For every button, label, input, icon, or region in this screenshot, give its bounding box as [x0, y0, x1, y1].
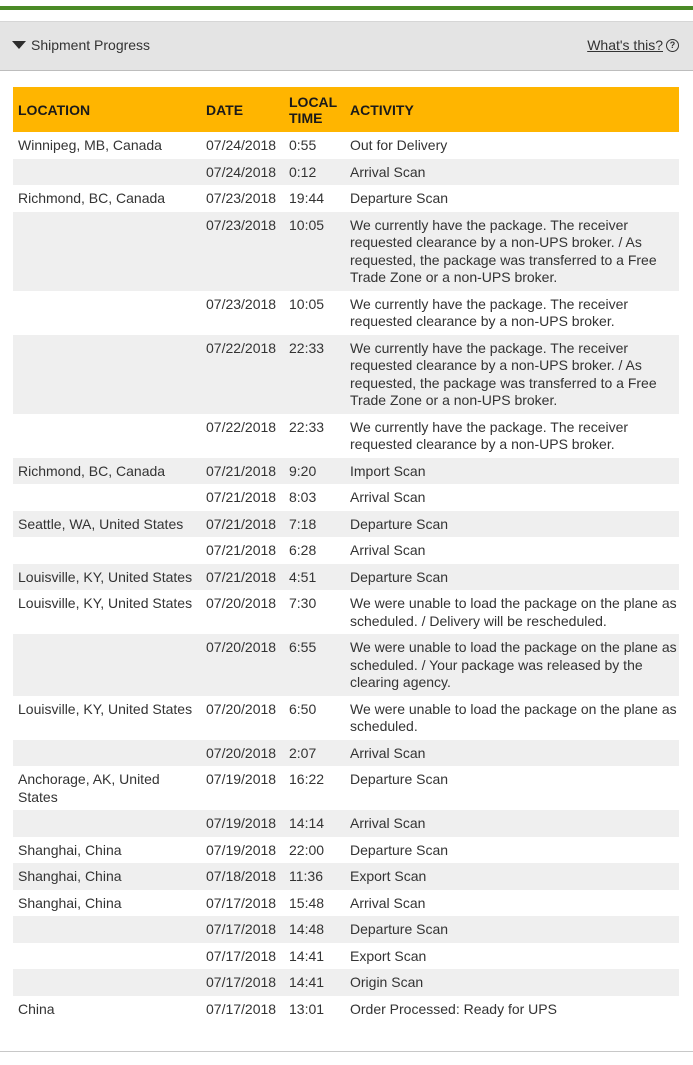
cell-location [13, 159, 201, 186]
cell-time: 15:48 [289, 894, 325, 911]
table-row [13, 766, 679, 810]
cell-location [13, 916, 201, 943]
cell-date: 07/17/2018 [206, 894, 277, 911]
table-row [13, 564, 679, 591]
bottom-divider [0, 1051, 693, 1052]
table-row [13, 185, 679, 212]
cell-time: 6:55 [284, 634, 345, 696]
cell-date: 07/22/2018 [206, 418, 277, 435]
cell-date: 07/23/2018 [206, 295, 277, 312]
cell-time: 6:28 [289, 542, 317, 558]
cell-location [13, 810, 201, 837]
local-time-line1: LOCAL [289, 93, 338, 110]
cell-date: 07/17/2018 [206, 947, 277, 964]
cell-date: 07/19/2018 [206, 771, 277, 787]
cell-date: 07/20/2018 [206, 700, 277, 717]
column-header-location: LOCATION [13, 87, 201, 132]
cell-activity: We currently have the package. The receiver requested clearance by a non-UPS broker. [350, 295, 629, 329]
table-row [13, 837, 679, 864]
cell-activity: We currently have the package. The receiver requested clearance by a non-UPS broker. [350, 418, 629, 452]
cell-time: 2:07 [284, 740, 345, 767]
cell-location [13, 740, 201, 767]
column-header-date: DATE [201, 87, 284, 132]
cell-activity: Departure Scan [350, 771, 449, 787]
shipment-progress-toggle[interactable] [12, 37, 150, 53]
top-accent-bar [0, 6, 693, 10]
cell-date: 07/21/2018 [201, 511, 284, 538]
cell-time: 14:41 [289, 947, 325, 964]
cell-date: 07/21/2018 [201, 564, 284, 591]
cell-time: 11:36 [284, 863, 345, 890]
cell-location [13, 634, 201, 696]
table-row [13, 335, 679, 414]
cell-location: Winnipeg, MB, Canada [18, 137, 162, 153]
cell-time: 7:30 [289, 595, 317, 611]
cell-time: 22:33 [289, 418, 325, 435]
cell-activity: Arrival Scan [345, 810, 679, 837]
cell-activity: Out for Delivery [350, 137, 448, 153]
cell-location: Shanghai, China [18, 894, 122, 911]
cell-date: 07/17/2018 [201, 969, 284, 996]
cell-time: 19:44 [289, 190, 325, 206]
table-row [13, 916, 679, 943]
cell-date: 07/21/2018 [201, 458, 284, 485]
cell-time: 14:48 [284, 916, 345, 943]
cell-time: 9:20 [284, 458, 345, 485]
cell-activity: Departure Scan [350, 841, 449, 858]
cell-time: 7:18 [284, 511, 345, 538]
cell-activity: Arrival Scan [345, 159, 679, 186]
cell-activity: Export Scan [350, 947, 427, 964]
cell-activity: Origin Scan [345, 969, 679, 996]
cell-location: Shanghai, China [18, 841, 122, 858]
column-header-activity: ACTIVITY [345, 87, 679, 132]
cell-time: 8:03 [289, 489, 317, 505]
cell-location: Shanghai, China [13, 863, 201, 890]
cell-date: 07/22/2018 [201, 335, 284, 414]
cell-location [13, 484, 201, 511]
table-row [13, 511, 679, 538]
cell-time: 10:05 [284, 212, 345, 291]
table-row [13, 590, 679, 634]
cell-time: 6:50 [289, 700, 317, 717]
whats-this-link[interactable]: What's this? [587, 37, 663, 53]
table-row [13, 969, 679, 996]
cell-location: Anchorage, AK, United States [18, 771, 160, 805]
cell-time: 14:41 [284, 969, 345, 996]
table-row [13, 943, 679, 970]
cell-date: 07/19/2018 [201, 810, 284, 837]
cell-activity: We currently have the package. The receiver requested clearance by a non-UPS broker. / As requested, the package was transferred to a Free Trade Zone or a non-UPS broker. [345, 335, 679, 414]
cell-location: Richmond, BC, Canada [18, 190, 166, 206]
table-row [13, 810, 679, 837]
cell-location: Seattle, WA, United States [13, 511, 201, 538]
shipment-progress-label: Shipment Progress [31, 37, 151, 53]
cell-time: 0:12 [284, 159, 345, 186]
cell-activity: Export Scan [345, 863, 679, 890]
cell-time: 22:00 [289, 841, 325, 858]
cell-time: 16:22 [289, 771, 325, 787]
cell-time: 13:01 [289, 1000, 325, 1017]
table-row [13, 863, 679, 890]
cell-activity: Arrival Scan [350, 542, 426, 558]
table-row [13, 484, 679, 511]
cell-location [13, 537, 201, 564]
table-row [13, 890, 679, 917]
table-row [13, 696, 679, 740]
caret-down-icon [12, 41, 26, 49]
cell-date: 07/17/2018 [206, 1000, 277, 1017]
cell-activity: Arrival Scan [350, 489, 426, 505]
cell-date: 07/17/2018 [201, 916, 284, 943]
cell-activity: Order Processed: Ready for UPS [350, 1000, 557, 1017]
cell-activity: Import Scan [345, 458, 679, 485]
cell-date: 07/20/2018 [206, 595, 277, 611]
cell-time: 14:14 [284, 810, 345, 837]
cell-date: 07/24/2018 [206, 137, 277, 153]
cell-time: 4:51 [284, 564, 345, 591]
cell-date: 07/19/2018 [206, 841, 277, 858]
cell-location [13, 943, 201, 970]
question-circle-icon[interactable]: ? [666, 39, 679, 52]
cell-location [13, 291, 201, 335]
cell-activity: We were unable to load the package on the plane as scheduled. [350, 700, 677, 734]
cell-location: Richmond, BC, Canada [13, 458, 201, 485]
cell-activity: Departure Scan [350, 190, 449, 206]
cell-location [13, 969, 201, 996]
cell-activity: Arrival Scan [345, 740, 679, 767]
table-row [13, 537, 679, 564]
cell-activity: We were unable to load the package on the plane as scheduled. / Your package was released by the clearing agency. [345, 634, 679, 696]
cell-time: 10:05 [289, 295, 325, 312]
column-header-local-time [284, 87, 345, 132]
cell-time: 0:55 [289, 137, 317, 153]
cell-location: China [18, 1000, 55, 1017]
cell-location: Louisville, KY, United States [13, 564, 201, 591]
cell-date: 07/20/2018 [201, 634, 284, 696]
cell-location [13, 335, 201, 414]
cell-location [13, 212, 201, 291]
table-row [13, 996, 679, 1023]
cell-date: 07/21/2018 [206, 542, 277, 558]
table-row [13, 740, 679, 767]
table-header-row [13, 87, 679, 132]
cell-activity: We were unable to load the package on the plane as scheduled. / Delivery will be rescheduled. [350, 595, 677, 629]
cell-location: Louisville, KY, United States [18, 700, 193, 717]
cell-date: 07/18/2018 [201, 863, 284, 890]
table-row [13, 212, 679, 291]
table-row [13, 159, 679, 186]
cell-location [13, 414, 201, 458]
cell-activity: Departure Scan [345, 916, 679, 943]
cell-activity: Departure Scan [345, 511, 679, 538]
cell-date: 07/21/2018 [206, 489, 277, 505]
cell-activity: Arrival Scan [350, 894, 426, 911]
cell-date: 07/23/2018 [201, 212, 284, 291]
cell-activity: Departure Scan [345, 564, 679, 591]
shipment-progress-table [13, 87, 679, 1022]
cell-time: 22:33 [284, 335, 345, 414]
table-row [13, 458, 679, 485]
cell-date: 07/24/2018 [201, 159, 284, 186]
shipment-progress-header [0, 21, 693, 71]
cell-date: 07/23/2018 [206, 190, 277, 206]
table-row [13, 414, 679, 458]
local-time-line2: TIME [289, 109, 323, 126]
cell-activity: We currently have the package. The receiver requested clearance by a non-UPS broker. / As requested, the package was transferred to a Free Trade Zone or a non-UPS broker. [345, 212, 679, 291]
whats-this-help[interactable] [587, 37, 679, 53]
table-row [13, 132, 679, 159]
table-row [13, 634, 679, 696]
table-row [13, 291, 679, 335]
cell-date: 07/20/2018 [201, 740, 284, 767]
cell-location: Louisville, KY, United States [18, 595, 193, 611]
